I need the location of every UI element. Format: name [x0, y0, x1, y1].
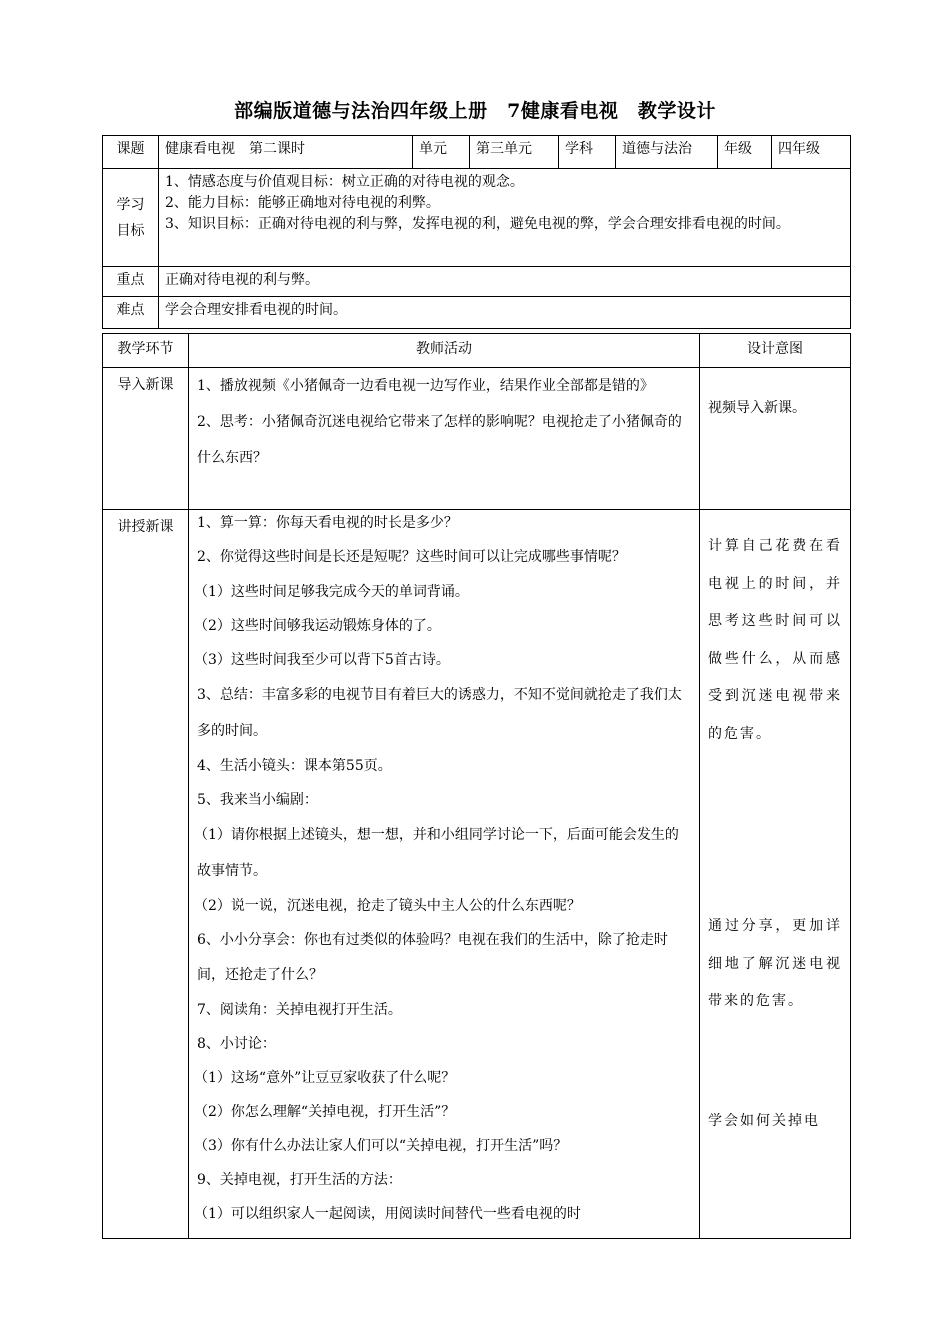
intent-text: 计算自己花费在看电视上的时间，并思考这些时间可以做些什么，从而感受到沉迷电视带来的危害。: [708, 538, 842, 742]
intent-text: 通过分享，更加详细地了解沉迷电视带来的危害。: [708, 918, 842, 1009]
activity-item: （2）这些时间够我运动锻炼身体的了。: [194, 618, 441, 634]
document-title: 部编版道德与法治四年级上册 7健康看电视 教学设计: [234, 100, 716, 122]
activity-item: （1）可以组织家人一起阅读，用阅读时间替代一些看电视的时: [194, 1206, 581, 1222]
intent-header: 设计意图: [700, 334, 851, 368]
activity-item: （3）你有什么办法让家人们可以“关掉电视，打开生活”吗？: [194, 1138, 568, 1154]
activity-item: （3）这些时间我至少可以背下5首古诗。: [194, 652, 450, 668]
goal-item: 2、能力目标：能够正确地对待电视的利弊。: [165, 195, 440, 211]
unit-value: 第三单元: [470, 136, 559, 169]
intent-text: 学会如何关掉电: [708, 1112, 820, 1129]
subject-label: 学科: [559, 136, 616, 169]
new-activities: [189, 510, 700, 1239]
difficulty-label: 难点: [103, 297, 159, 329]
topic-label: 课题: [103, 136, 159, 169]
activity-item: （1）这场“意外”让豆豆家收获了什么呢？: [194, 1070, 456, 1086]
topic-value: 健康看电视 第二课时: [159, 136, 413, 169]
intro-stage-label: 导入新课: [103, 368, 189, 510]
activity-item: （2）你怎么理解“关掉电视，打开生活”？: [194, 1104, 456, 1120]
subject-value: 道德与法治: [616, 136, 718, 169]
intro-activities: [189, 368, 700, 510]
goal-item: 1、情感态度与价值观目标：树立正确的对待电视的观念。: [165, 174, 524, 190]
lesson-info-table: [102, 135, 851, 329]
intent-text: 视频导入新课。: [708, 400, 806, 416]
activity-item: 5、我来当小编剧：: [197, 792, 318, 808]
lesson-plan-table: [102, 333, 851, 1239]
activity-item: （2）说一说，沉迷电视，抢走了镜头中主人公的什么东西呢？: [194, 898, 581, 914]
goals-label-line-2: 目标: [116, 222, 145, 239]
activity-item: （1）请你根据上述镜头，想一想，并和小组同学讨论一下，后面可能会发生的故事情节。: [194, 827, 679, 879]
new-stage-label: 讲授新课: [103, 510, 189, 1239]
activity-item: 4、生活小镜头：课本第55页。: [197, 758, 392, 774]
grade-value: 四年级: [772, 136, 851, 169]
intro-intent: [700, 368, 851, 510]
activity-item: 9、关掉电视，打开生活的方法：: [197, 1172, 402, 1188]
key-point-label: 重点: [103, 267, 159, 297]
goals-content: [159, 169, 851, 267]
goal-item: 3、知识目标：正确对待电视的利与弊，发挥电视的利，避免电视的弊，学会合理安排看电视的时间。: [165, 216, 790, 232]
goals-label: [103, 169, 159, 267]
activity-item: 2、你觉得这些时间是长还是短呢？这些时间可以让完成哪些事情呢？: [197, 549, 626, 565]
goals-label-line-1: 学习: [116, 196, 145, 213]
activity-item: （1）这些时间足够我完成今天的单词背诵。: [194, 584, 469, 600]
activity-item: 1、算一算：你每天看电视的时长是多少？: [197, 515, 458, 531]
activity-item: 7、阅读角：关掉电视打开生活。: [197, 1002, 402, 1018]
activity-item: 3、总结：丰富多彩的电视节目有着巨大的诱惑力，不知不觉间就抢走了我们太多的时间。: [197, 687, 682, 739]
activity-item: 8、小讨论：: [197, 1036, 276, 1052]
stage-header: 教学环节: [103, 334, 189, 368]
activity-item: 2、思考：小猪佩奇沉迷电视给它带来了怎样的影响呢？电视抢走了小猪佩奇的什么东西？: [197, 414, 682, 466]
activity-header: 教师活动: [189, 334, 700, 368]
difficulty-value: 学会合理安排看电视的时间。: [159, 297, 851, 329]
unit-label: 单元: [413, 136, 470, 169]
activity-item: 6、小小分享会：你也有过类似的体验吗？电视在我们的生活中，除了抢走时间，还抢走了什么？: [197, 932, 668, 983]
grade-label: 年级: [718, 136, 772, 169]
new-intents: [700, 510, 851, 1239]
activity-item: 1、播放视频《小猪佩奇一边看电视一边写作业，结果作业全部都是错的》: [197, 378, 654, 394]
key-point-value: 正确对待电视的利与弊。: [159, 267, 851, 297]
